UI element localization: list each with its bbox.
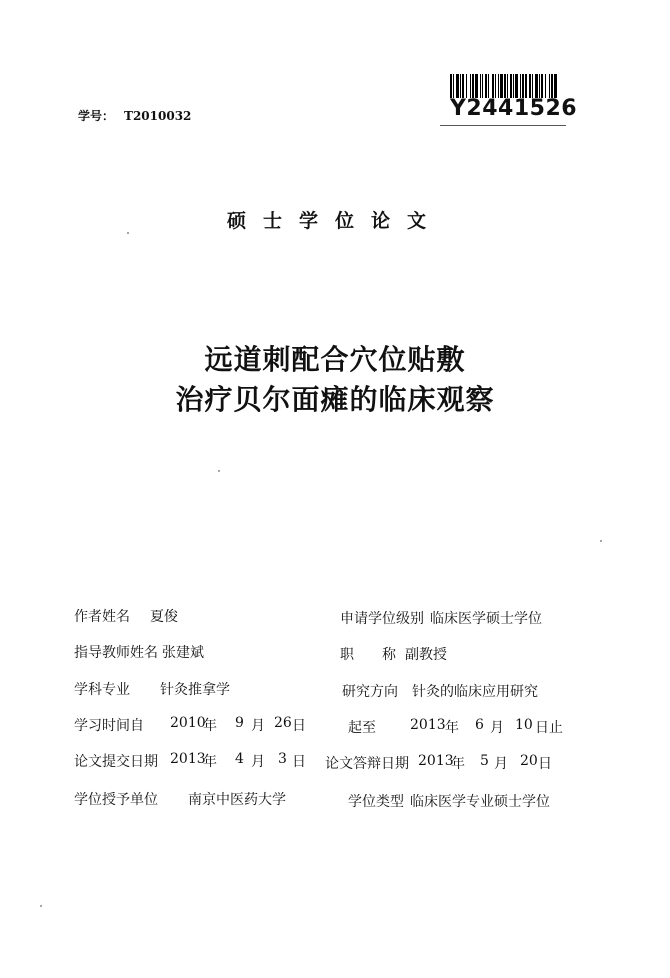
- degree-level-value: 临床医学硕士学位: [430, 611, 542, 627]
- barcode-bar: [557, 74, 559, 98]
- major-value: 针灸推拿学: [160, 682, 230, 698]
- study-end-suffix: 日止: [535, 720, 563, 736]
- barcode-underline: [440, 125, 566, 126]
- study-end-year-unit: 年: [445, 720, 459, 736]
- study-end-day: 10: [515, 717, 533, 733]
- study-period-label: 学习时间自: [74, 718, 144, 734]
- submission-month: 4: [235, 751, 244, 767]
- degree-category-label: 学位类型: [348, 794, 404, 810]
- defense-date-label: 论文答辩日期: [325, 756, 409, 772]
- barcode-bars: [450, 74, 560, 98]
- submission-year-unit: 年: [203, 754, 217, 770]
- student-id-label: 学号：: [78, 109, 115, 123]
- submission-day: 3: [278, 751, 287, 767]
- defense-month-unit: 月: [494, 756, 508, 772]
- scan-speck: [218, 470, 220, 472]
- scan-speck: [127, 232, 129, 234]
- scan-speck: [40, 905, 42, 907]
- degree-level-label: 申请学位级别: [340, 611, 424, 627]
- degree-type: 硕士学位论文: [226, 210, 443, 232]
- submission-day-unit: 日: [292, 754, 306, 770]
- author-label: 作者姓名: [74, 609, 130, 625]
- study-start-day-unit: 日: [292, 718, 306, 734]
- thesis-title-line-1: 远道刺配合穴位贴敷: [204, 343, 466, 376]
- study-start-year: 2010: [170, 715, 206, 731]
- defense-year-unit: 年: [451, 756, 465, 772]
- study-start-month: 9: [235, 715, 244, 731]
- thesis-title-line-2: 治疗贝尔面瘫的临床观察: [175, 383, 495, 416]
- submission-year: 2013: [170, 751, 206, 767]
- research-direction-value: 针灸的临床应用研究: [412, 684, 538, 700]
- major-label: 学科专业: [74, 682, 130, 698]
- institution-value: 南京中医药大学: [188, 792, 286, 808]
- study-end-month: 6: [475, 717, 484, 733]
- barcode-number: Y2441526: [450, 96, 578, 121]
- study-end-month-unit: 月: [490, 720, 504, 736]
- research-direction-label: 研究方向: [342, 684, 398, 700]
- submission-date-label: 论文提交日期: [74, 754, 158, 770]
- author-value: 夏俊: [150, 609, 178, 625]
- degree-category-value: 临床医学专业硕士学位: [410, 794, 550, 810]
- defense-day-unit: 日: [538, 756, 552, 772]
- advisor-title-value: 副教授: [405, 647, 447, 663]
- study-end-year: 2013: [410, 717, 446, 733]
- scan-speck: [600, 540, 602, 542]
- defense-day: 20: [520, 753, 538, 769]
- advisor-title-label: 职 称: [340, 647, 396, 663]
- study-start-year-unit: 年: [203, 718, 217, 734]
- submission-month-unit: 月: [251, 754, 265, 770]
- study-start-day: 26: [274, 715, 292, 731]
- student-id: [78, 107, 191, 124]
- study-to-label: 起至: [348, 720, 376, 736]
- defense-year: 2013: [418, 753, 454, 769]
- defense-month: 5: [480, 753, 489, 769]
- advisor-label: 指导教师姓名: [74, 645, 158, 661]
- study-start-month-unit: 月: [251, 718, 265, 734]
- barcode: [450, 74, 578, 126]
- student-id-value: T2010032: [124, 109, 192, 123]
- advisor-value: 张建斌: [162, 645, 204, 661]
- institution-label: 学位授予单位: [74, 792, 158, 808]
